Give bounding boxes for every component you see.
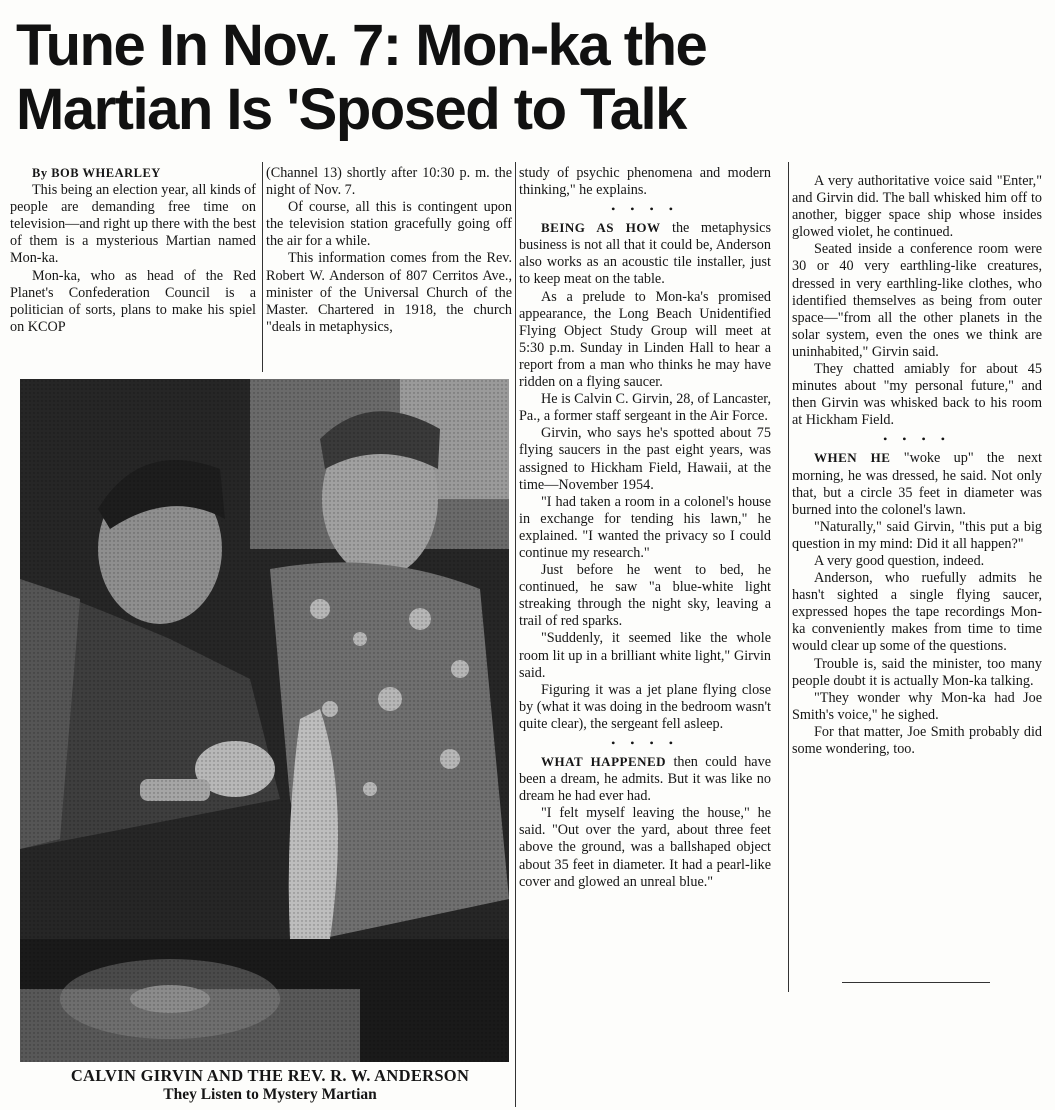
section-divider: • • • • xyxy=(611,736,679,750)
paragraph: Girvin, who says he's spotted about 75 flying saucers in the past eight years, was assigned to Hickham Field, Hawaii, at the time—November 1954. xyxy=(519,425,771,493)
paragraph: Of course, all this is contingent upon the television station gracefully going off the air for a while. xyxy=(266,199,512,250)
photo-caption-names: CALVIN GIRVIN AND THE REV. R. W. ANDERSON xyxy=(70,1066,470,1085)
paragraph: "They wonder why Mon-ka had Joe Smith's voice," he sighed. xyxy=(792,689,1042,723)
subhead: WHEN HE xyxy=(814,450,891,466)
paragraph: Trouble is, said the minister, too many people doubt it is actually Mon-ka talking. xyxy=(792,655,1042,689)
paragraph: Seated inside a conference room were 30 or 40 very earthling-like creatures, dressed in very earthling-like clothes, who identified themselves as being from outer space—"from all the other planets in the solar system, even the ones we think are uninhabited," Girvin said. xyxy=(792,241,1042,360)
byline: By BOB WHEARLEY xyxy=(32,166,161,180)
column-rule xyxy=(788,162,789,992)
end-of-article-rule xyxy=(842,982,990,983)
paragraph: Mon-ka, who as head of the Red Planet's Confederation Council is a politician of sorts, plans to make his spiel on KCOP xyxy=(10,267,256,335)
section-divider: • • • • xyxy=(611,202,679,217)
photo-image xyxy=(20,379,509,1062)
column-rule xyxy=(262,162,263,372)
headline-line-1: Tune In Nov. 7: Mon-ka the xyxy=(16,13,707,78)
column-rule xyxy=(515,162,516,1107)
paragraph: As a prelude to Mon-ka's promised appearance, the Long Beach Unidentified Flying Object Study Group will meet at 5:30 p.m. Sunday in Linden Hall to hear a report from a man who thinks he may have ridden on a flying saucer. xyxy=(519,288,771,391)
paragraph: WHEN HE "woke up" the next morning, he was dressed, he said. Not only that, but a circle 35 feet in diameter was burned into the colonel's lawn. xyxy=(792,450,1042,518)
photo-caption-subtitle: They Listen to Mystery Martian xyxy=(163,1086,377,1103)
paragraph: A very good question, indeed. xyxy=(814,552,985,569)
headline-line-2: Martian Is 'Sposed to Talk xyxy=(16,77,686,142)
paragraph: Figuring it was a jet plane flying close by (what it was doing in the bedroom wasn't quite clear), the sergeant fell asleep. xyxy=(519,681,771,732)
paragraph: "Suddenly, it seemed like the whole room lit up in a brilliant white light," Girvin said. xyxy=(519,630,771,681)
paragraph: This information comes from the Rev. Robert W. Anderson of 807 Cerritos Ave., minister of the Universal Church of the Master. Chartered in 1918, the church "deals in metaphysics, xyxy=(266,250,512,335)
paragraph: WHAT HAPPENED then could have been a dream, he admits. But it was like no dream he had ever had. xyxy=(519,754,771,805)
paragraph: "Naturally," said Girvin, "this put a big question in my mind: Did it all happen?" xyxy=(792,518,1042,552)
section-divider: • • • • xyxy=(883,432,951,447)
subhead: WHAT HAPPENED xyxy=(541,754,667,769)
article-column-1 xyxy=(10,165,256,336)
paragraph: This being an election year, all kinds of people are demanding free time on television—and right up there with the best of them is a mysterious Martian named Mon-ka. xyxy=(10,182,256,267)
article-column-3 xyxy=(519,165,771,891)
news-photo xyxy=(20,379,509,1062)
paragraph: A very authoritative voice said "Enter," and Girvin did. The ball whisked him off to another, bigger space ship whose insides glowed violet, he continued. xyxy=(792,173,1042,241)
headline xyxy=(16,14,776,142)
paragraph: BEING AS HOW the metaphysics business is not all that it could be, Anderson also works as an acoustic tile installer, just to keep meat on the table. xyxy=(519,220,771,288)
paragraph: (Channel 13) shortly after 10:30 p. m. the night of Nov. 7. xyxy=(266,165,512,199)
paragraph: "I had taken a room in a colonel's house in exchange for tending his lawn," he explained. "I wanted the privacy so I could continue my research." xyxy=(519,493,771,561)
paragraph: He is Calvin C. Girvin, 28, of Lancaster, Pa., a former staff sergeant in the Air Force. xyxy=(519,391,771,425)
paragraph: Anderson, who ruefully admits he hasn't sighted a single flying saucer, expressed hopes the tape recordings Mon-ka conveniently makes from time to time would clear up some of the questions. xyxy=(792,570,1042,655)
paragraph: "I felt myself leaving the house," he said. "Out over the yard, about three feet above the ground, was a ballshaped object about 35 feet in diameter. It had a pearl-like cover and glowed an unreal blue." xyxy=(519,805,771,890)
paragraph: For that matter, Joe Smith probably did some wondering, too. xyxy=(792,723,1042,757)
paragraph: They chatted amiably for about 45 minutes about "my personal future," and then Girvin was whisked back to his room at Hickham Field. xyxy=(792,361,1042,429)
article-column-4 xyxy=(792,173,1042,758)
article-column-2 xyxy=(266,165,512,336)
subhead: BEING AS HOW xyxy=(541,220,661,236)
paragraph: study of psychic phenomena and modern thinking," he explains. xyxy=(519,165,771,199)
paragraph: Just before he went to bed, he continued, he saw "a blue-white light streaking through the night sky, leaving a trail of red sparks. xyxy=(519,562,771,630)
